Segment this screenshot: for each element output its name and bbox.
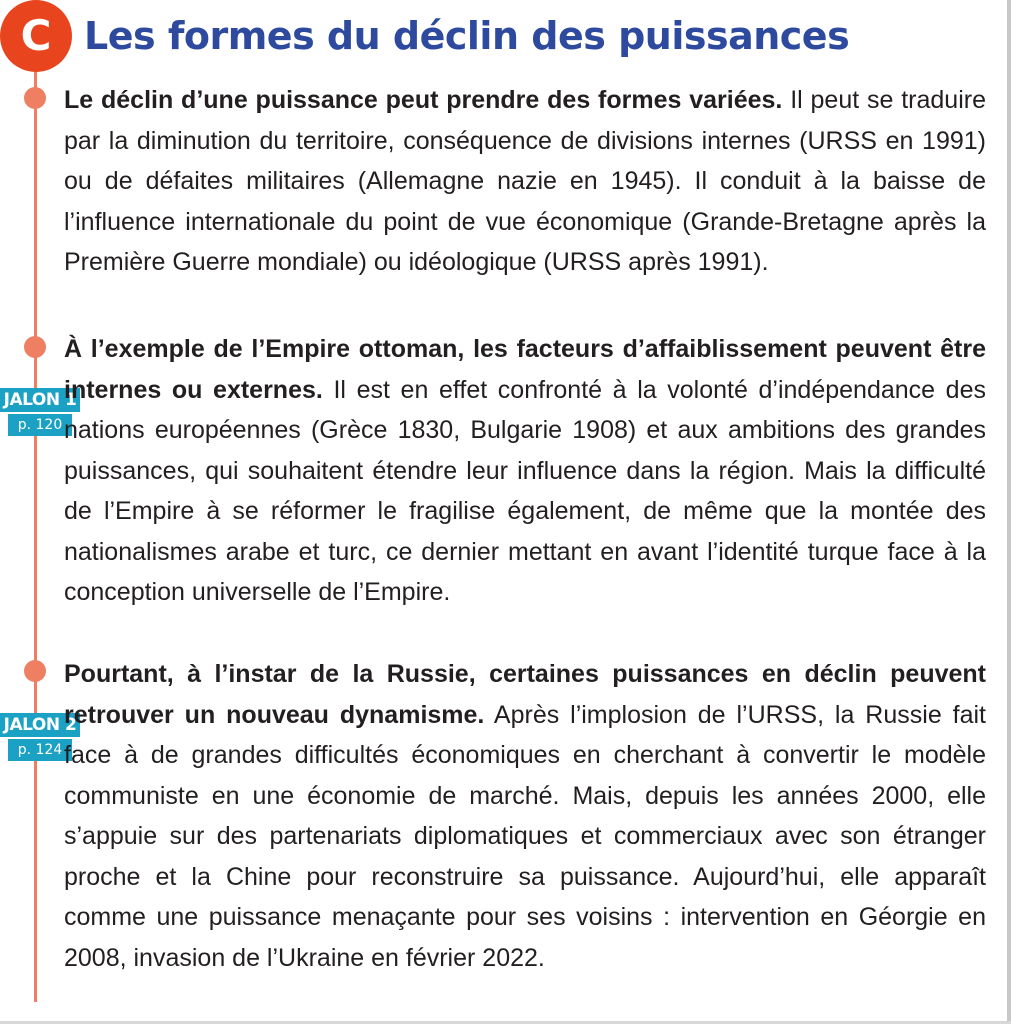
timeline-bullet-1 <box>24 87 46 109</box>
section-letter: C <box>20 11 52 60</box>
paragraph-3-lead: Pourtant, à l’instar de la Russie, certaines puissances en déclin peuvent retrouver un nouveau dynamisme. <box>64 660 986 729</box>
jalon-1-label: JALON 1 <box>0 388 80 412</box>
section-title: Les formes du déclin des puissances <box>84 14 850 58</box>
section-letter-badge <box>0 0 72 72</box>
paragraph-3-body: Après l’implosion de l’URSS, la Russie fait face à de grandes difficultés économiques en cherchant à convertir le modèle communiste en une économie de marché. Mais, depuis les années 2000, elle s’appuie sur des partenariats diplomatiques et commerciaux avec son étranger proche et la Chine pour reconstruire sa puissance. Aujourd’hui, elle apparaît comme une puissance menaçante pour ses voisins : intervention en Géorgie en 2008, invasion de l’Ukraine en février 2022. <box>64 700 986 972</box>
paragraph-1-lead: Le déclin d’une puissance peut prendre des formes variées. <box>64 86 783 114</box>
jalon-1-page: p. 120 <box>8 412 72 436</box>
timeline-bullet-2 <box>24 336 46 358</box>
paragraph-1-body: Il peut se traduire par la diminution du territoire, conséquence de divisions internes (URSS en 1991) ou de défaites militaires (Allemagne nazie en 1945). Il conduit à la baisse de l’influence internationale du point de vue économique (Grande-Bretagne après la Première Guerre mondiale) ou idéologique (URSS après 1991). <box>64 86 986 276</box>
jalon-2-page: p. 124 <box>8 737 72 761</box>
paragraph-2-lead: À l’exemple de l’Empire ottoman, les facteurs d’affaiblissement peuvent être internes ou externes. <box>64 335 986 404</box>
page-right-edge <box>1007 0 1011 1024</box>
paragraph-3 <box>64 654 986 978</box>
paragraph-2 <box>64 329 986 613</box>
paragraph-1 <box>64 80 986 283</box>
jalon-2-label: JALON 2 <box>0 713 80 737</box>
timeline-line <box>34 60 37 1002</box>
timeline-bullet-3 <box>24 660 46 682</box>
paragraph-2-body: Il est en effet confronté à la volonté d’indépendance des nations européennes (Grèce 1830, Bulgarie 1908) et aux ambitions des grandes puissances, qui souhaitent étendre leur influence dans la région. Mais la difficulté de l’Empire à se réformer le fragilise également, de même que la montée des nationalismes arabe et turc, ce dernier mettant en avant l’identité turque face à la conception universelle de l’Empire. <box>64 375 986 606</box>
